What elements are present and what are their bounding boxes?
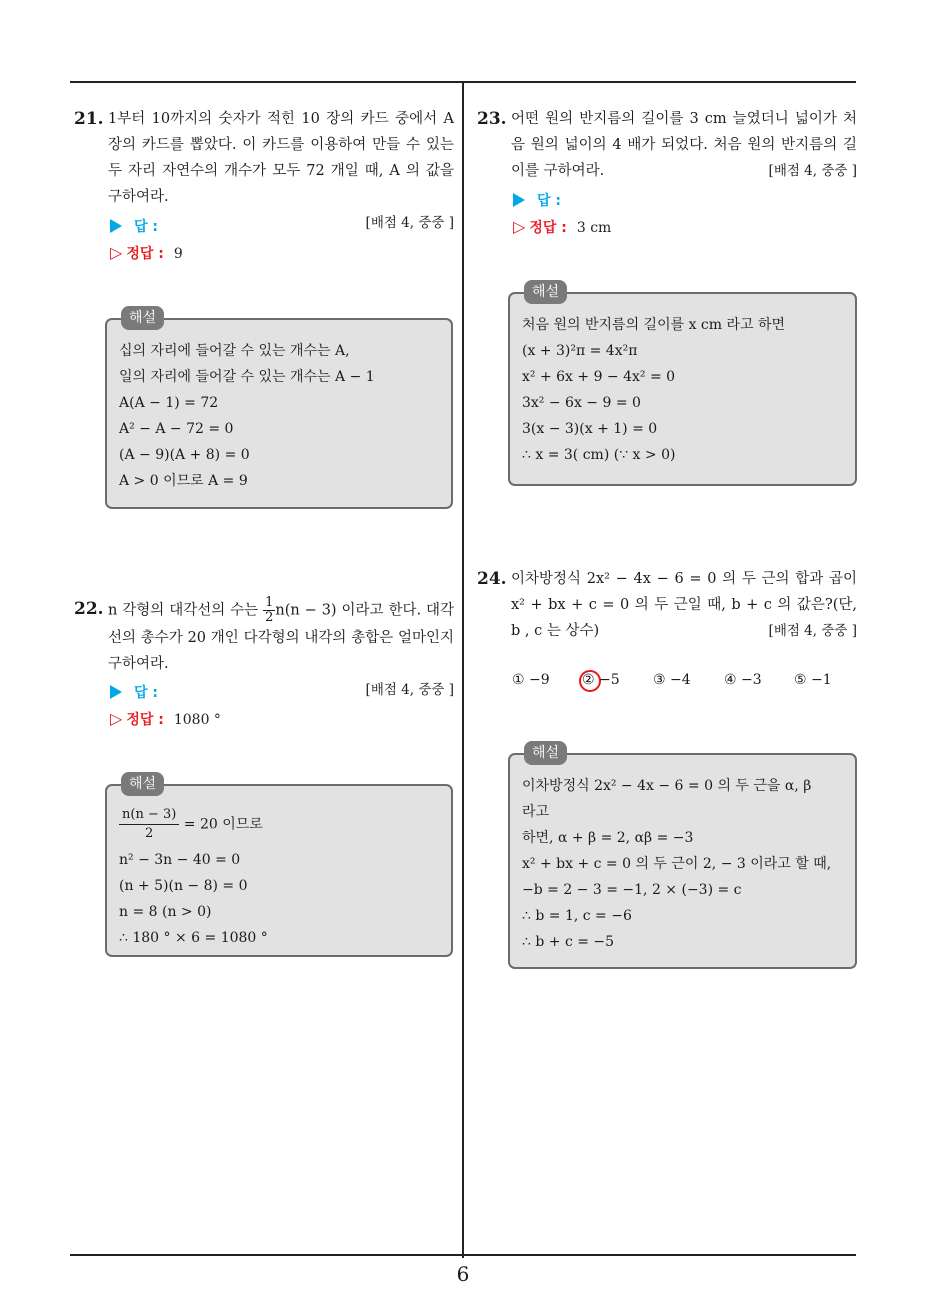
solution-line: 하면, α + β = 2, αβ = −3	[522, 830, 694, 846]
answer-label: 답 :	[537, 193, 561, 209]
solution-line: 일의 자리에 들어갈 수 있는 개수는 A − 1	[119, 369, 375, 385]
correct-label: 정답 :	[126, 712, 164, 728]
column-divider	[462, 83, 464, 1258]
solution-line: 3(x − 3)(x + 1) = 0	[522, 421, 658, 437]
score-label: [배점 4, 중중 ]	[365, 682, 454, 698]
solution-line: n² − 3n − 40 = 0	[119, 852, 241, 868]
score-label: [배점 4, 중중 ]	[365, 215, 454, 231]
problem-text: 1부터 10까지의 숫자가 적힌 10 장의 카드 중에서 A 장의 카드를 뽑았다. 이 카드를 이용하여 만들 수 있는 두 자리 자연수의 개수가 모두 72 개일 때, A 의 값을 구하여라.	[108, 111, 454, 205]
solution-line: 라고	[522, 804, 550, 820]
page-number: 6	[456, 1262, 470, 1286]
solution-line-tail: = 20 이므로	[183, 816, 263, 833]
solution-line: x² + bx + c = 0 의 두 근이 2, − 3 이라고 할 때,	[522, 856, 832, 872]
solution-line: −b = 2 − 3 = −1, 2 × (−3) = c	[522, 882, 742, 898]
solution-line: ∴ x = 3( cm) (∵ x > 0)	[522, 447, 676, 463]
score-label: [배점 4, 중중 ]	[768, 163, 857, 179]
answer-line	[110, 216, 158, 236]
solution-line: 이차방정식 2x² − 4x − 6 = 0 의 두 근을 α, β	[522, 778, 812, 794]
correct-label: 정답 :	[529, 220, 567, 236]
solution-line: A(A − 1) = 72	[119, 395, 219, 411]
correct-answer-line	[513, 217, 611, 237]
solution-box	[508, 745, 857, 969]
solution-tag: 해설	[524, 741, 567, 765]
solution-line: (x + 3)²π = 4x²π	[522, 343, 638, 359]
solution-lines	[522, 312, 845, 468]
choice-2[interactable]: ② −5	[582, 672, 620, 688]
solution-box	[508, 284, 857, 486]
problem-text: 어떤 원의 반지름의 길이를 3 cm 늘였더니 넓이가 처음 원의 넓이의 4 배가 되었다. 처음 원의 반지름의 길이를 구하여라.	[511, 111, 857, 179]
fraction-numerator: n(n − 3)	[119, 806, 179, 825]
answer-line	[513, 190, 561, 210]
solution-line	[119, 806, 441, 843]
solution-box	[105, 776, 453, 957]
fraction-denominator: 2	[265, 610, 274, 625]
play-triangle-icon	[513, 193, 525, 207]
solution-tag: 해설	[121, 772, 164, 796]
solution-line: 십의 자리에 들어갈 수 있는 개수는 A,	[119, 343, 350, 359]
solution-line: A² − A − 72 = 0	[119, 421, 234, 437]
choice-list	[512, 672, 852, 696]
answer-label: 답 :	[134, 219, 158, 235]
problem-23	[477, 106, 857, 184]
solution-line: ∴ 180 ° × 6 = 1080 °	[119, 930, 268, 946]
problem-text: 이차방정식 2x² − 4x − 6 = 0 의 두 근의 합과 곱이 x² + bx + c = 0 의 두 근일 때, b + c 의 값은?(단, b , c 는 상수)	[511, 571, 857, 639]
outline-triangle-icon: ▷	[110, 243, 123, 262]
solution-line: x² + 6x + 9 − 4x² = 0	[522, 369, 676, 385]
problem-number: 22.	[74, 599, 104, 619]
answer-line	[110, 682, 158, 702]
solution-line: A > 0 이므로 A = 9	[119, 473, 248, 489]
solution-line: n = 8 (n > 0)	[119, 904, 212, 920]
fraction-numerator: 1	[265, 595, 274, 610]
correct-label: 정답 :	[126, 246, 164, 262]
outline-triangle-icon: ▷	[513, 217, 526, 236]
play-triangle-icon	[110, 219, 122, 233]
problem-text	[74, 596, 454, 677]
choice-3[interactable]: ③ −4	[653, 672, 691, 688]
solution-line: (A − 9)(A + 8) = 0	[119, 447, 250, 463]
bottom-rule	[70, 1254, 856, 1256]
problem-text-part: n(n − 3) 이라고 한다. 대각선의 총수가 20 개인 다각형의 내각의 총합은 얼마인지 구하여라.	[108, 602, 454, 672]
solution-line: ∴ b + c = −5	[522, 934, 615, 950]
score-label: [배점 4, 중중 ]	[768, 623, 857, 639]
solution-lines	[119, 806, 441, 951]
correct-answer-line	[110, 709, 221, 729]
outline-triangle-icon: ▷	[110, 709, 123, 728]
choice-5[interactable]: ⑤ −1	[794, 672, 832, 688]
answer-label: 답 :	[134, 685, 158, 701]
fraction	[119, 806, 179, 843]
fraction-denominator: 2	[145, 826, 154, 841]
problem-number: 24.	[477, 569, 507, 589]
solution-lines	[119, 338, 441, 494]
solution-box	[105, 310, 453, 509]
problem-text-part: n 각형의 대각선의 수는	[108, 602, 264, 619]
problem-24	[477, 566, 857, 644]
play-triangle-icon	[110, 685, 122, 699]
solution-line: 처음 원의 반지름의 길이를 x cm 라고 하면	[522, 317, 786, 333]
choice-1[interactable]: ① −9	[512, 672, 550, 688]
problem-number: 23.	[477, 109, 507, 129]
solution-line: ∴ b = 1, c = −6	[522, 908, 632, 924]
solution-line: (n + 5)(n − 8) = 0	[119, 878, 248, 894]
problem-number: 21.	[74, 109, 104, 129]
solution-tag: 해설	[121, 306, 164, 330]
solution-lines	[522, 773, 845, 955]
correct-answer-line	[110, 243, 183, 263]
correct-value: 3 cm	[576, 220, 612, 236]
correct-value: 1080 °	[173, 712, 221, 728]
choice-4[interactable]: ④ −3	[724, 672, 762, 688]
solution-tag: 해설	[524, 280, 567, 304]
fraction	[263, 596, 275, 625]
correct-value: 9	[173, 246, 183, 262]
solution-line: 3x² − 6x − 9 = 0	[522, 395, 641, 411]
